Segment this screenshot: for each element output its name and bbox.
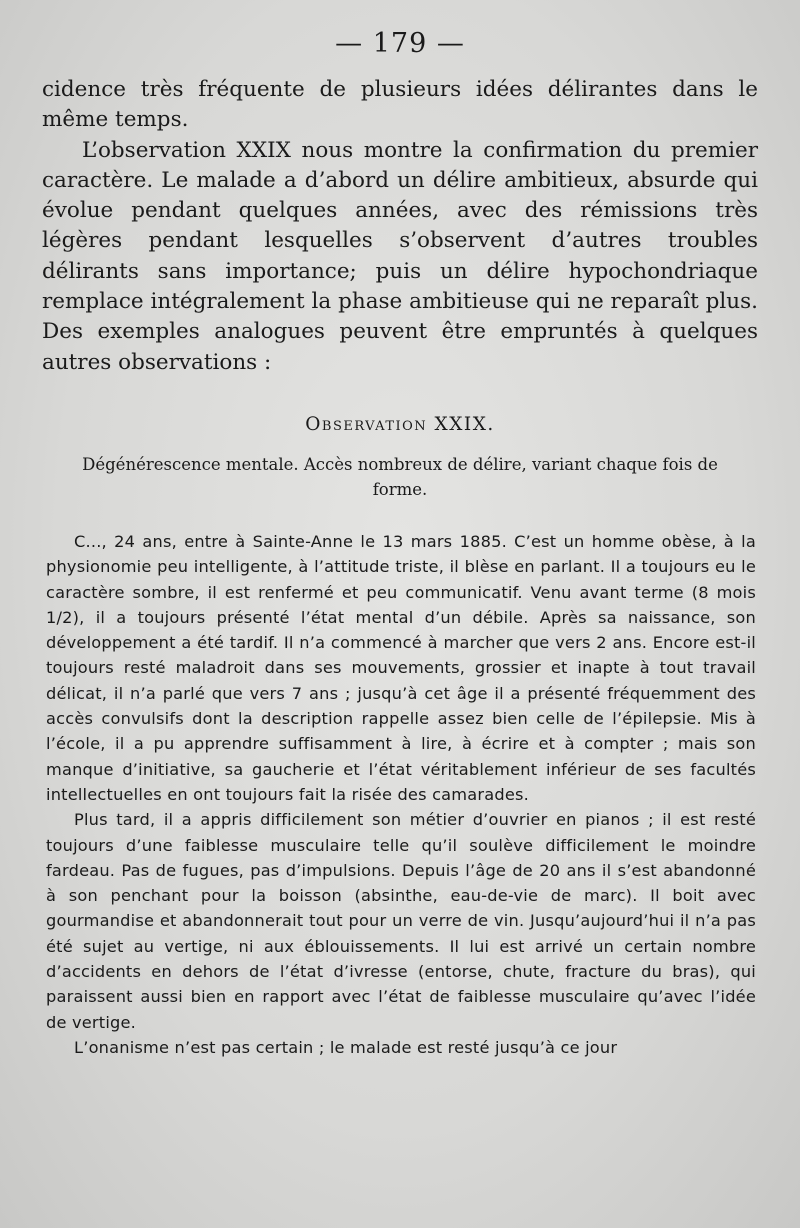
case-paragraph: L’onanisme n’est pas certain ; le malade est resté jusqu’à ce jour — [74, 1037, 618, 1057]
intro-text — [42, 75, 758, 378]
case-report — [46, 529, 756, 1060]
observation-title: Observation XXIX. — [305, 414, 495, 435]
intro-paragraph: cidence très fréquente de plusieurs idées délirantes dans le même temps. — [42, 77, 758, 133]
case-paragraph: Plus tard, il a appris difficilement son métier d’ouvrier en pianos ; il est resté toujours d’une faiblesse musculaire telle qu’il soulève difficilement le moindre fardeau. Pas de fugues, pas d’impulsions. Depuis l’âge de 20 ans il s’est abandonné à son penchant pour la boisson (absinthe, eau-de-vie de marc). Il boit avec gourmandise et abandonnerait tout pour un verre de vin. Jusqu’aujourd’hui il n’a pas été sujet au vertige, ni aux éblouissements. Il lui est arrivé un certain nombre d’accidents en dehors de l’état d’ivresse (entorse, chute, fracture du bras), qui paraissent aussi bien en rapport avec l’état de faiblesse musculaire qu’avec l’idée de vertige. — [46, 810, 756, 1032]
intro-paragraph: L’observation XXIX nous montre la confirmation du premier caractère. Le malade a d’abord un délire ambitieux, absurde qui évolue pendant quelques années, avec des rémissions très légères pendant lesquelles s’observent d’autres troubles délirants sans importance; puis un délire hypochondriaque remplace intégralement la phase ambitieuse qui ne reparaît plus. Des exemples analogues peuvent être empruntés à quelques autres observations : — [42, 137, 758, 375]
case-paragraph: C..., 24 ans, entre à Sainte-Anne le 13 mars 1885. C’est un homme obèse, à la physionomie peu intelligente, à l’attitude triste, il blèse en parlant. Il a toujours eu le caractère sombre, il est renfermé et peu communicatif. Venu avant terme (8 mois 1/2), il a toujours présenté l’état mental d’un débile. Après sa naissance, son développement a été tardif. Il n’a commencé à marcher que vers 2 ans. Encore est-il toujours resté maladroit dans ses mouvements, grossier et inapte à tout travail délicat, il n’a parlé que vers 7 ans ; jusqu’à cet âge il a présenté fréquemment des accès convulsifs dont la description rappelle assez bien celle de l’épilepsie. Mis à l’école, il a pu apprendre suffisamment à lire, à écrire et à compter ; mais son manque d’initiative, sa gaucherie et l’état véritablement inférieur de ses facultés intellectuelles en ont toujours fait la risée des camarades. — [46, 532, 756, 804]
page-number: — 179 — — [335, 28, 465, 59]
observation-subtitle: Dégénérescence mentale. Accès nombreux de délire, variant chaque fois de forme. — [82, 455, 718, 499]
